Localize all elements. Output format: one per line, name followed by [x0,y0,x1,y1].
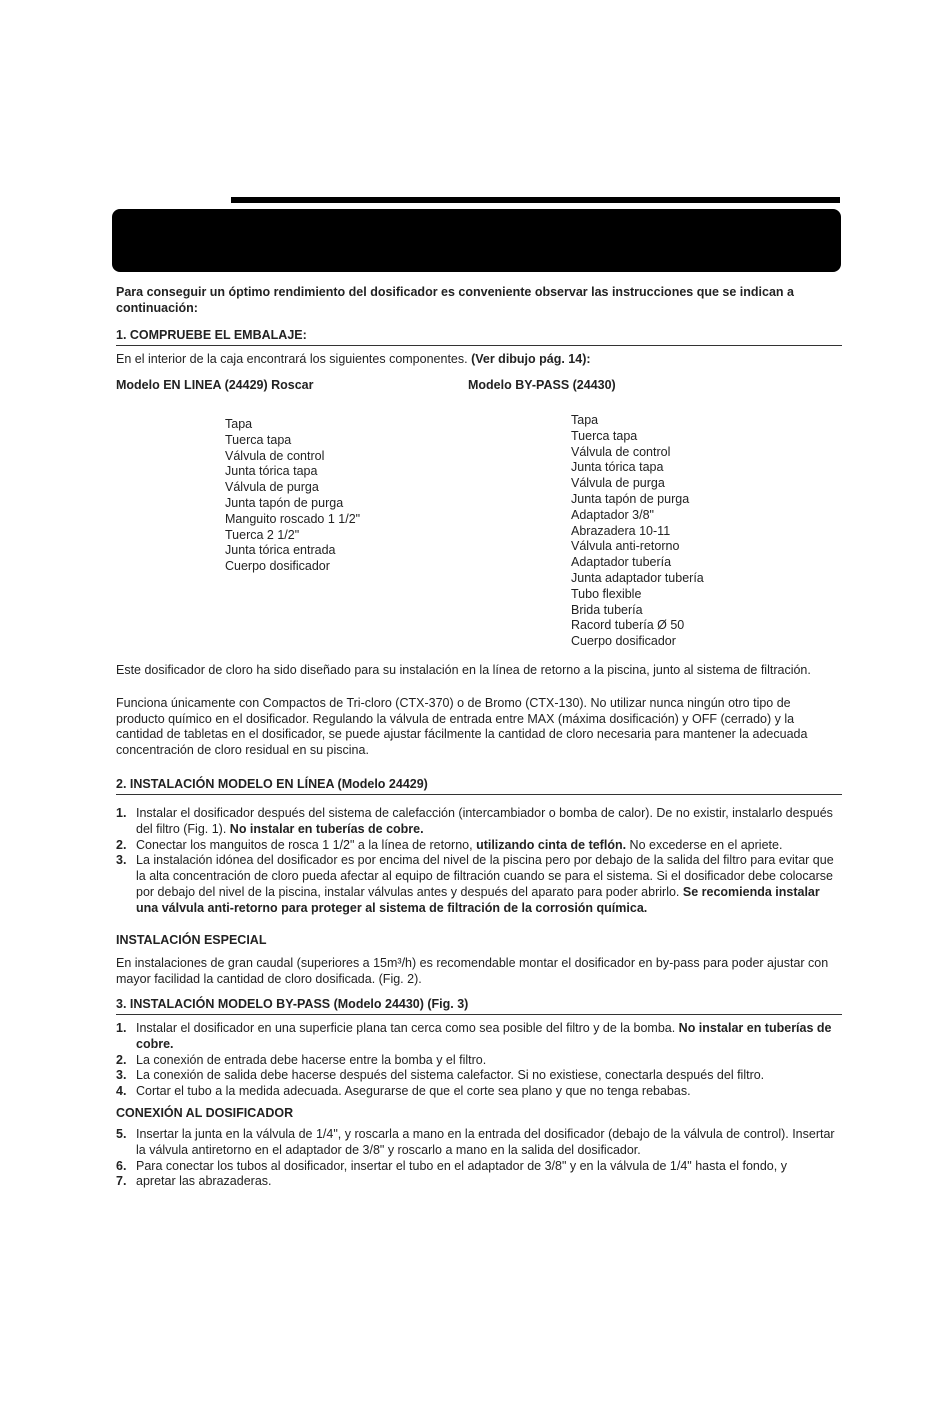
step-item [116,806,842,838]
part-item: Tuerca tapa [571,428,638,443]
step-text: La conexión de entrada debe hacerse entre la bomba y el filtro. [136,1052,487,1067]
section-1-text [116,352,842,368]
section-3-steps [116,1021,842,1100]
connection-title: CONEXIÓN AL DOSIFICADOR [116,1106,294,1120]
part-item: Junta adaptador tubería [571,570,704,585]
model-inline-title: Modelo EN LINEA (24429) Roscar [116,378,314,392]
intro-text: Para conseguir un óptimo rendimiento del dosificador es conveniente observar las instrucciones que se indican a continuación: [116,285,794,315]
part-item: Junta tórica entrada [225,543,336,558]
step-number: 3. [116,853,127,868]
part-item: Tubo flexible [571,586,642,601]
header-banner [112,209,841,272]
model-inline-parts [225,417,360,575]
part-item: Válvula anti-retorno [571,539,680,554]
section-3-title: 3. INSTALACIÓN MODELO BY-PASS (Modelo 24430) (Fig. 3) [116,997,842,1015]
step-text: Cortar el tubo a la medida adecuada. Asegurarse de que el corte sea plano y que no tenga rebabas. [136,1084,691,1099]
step-number: 3. [116,1068,127,1083]
step-text-bold: No instalar en tuberías de cobre. [226,821,424,836]
step-item [116,1127,842,1159]
step-text: Insertar la junta en la válvula de 1/4", y roscarla a mano en la entrada del dosificador (debajo de la válvula de control). Insertar la válvula antiretorno en el adaptador de 3/8" y roscarlo a mano en la salida del dosificador. [136,1127,835,1157]
section-1-text-normal: En el interior de la caja encontrará los siguientes componentes. [116,352,468,366]
part-item: Manguito roscado 1 1/2" [225,511,361,526]
step-text: Para conectar los tubos al dosificador, insertar el tubo en el adaptador de 3/8" y en la válvula de 1/4" hasta el fondo, y [136,1158,787,1173]
part-item: Brida tubería [571,602,643,617]
part-item: Válvula de control [571,444,671,459]
step-number: 7. [116,1174,127,1189]
part-item: Válvula de purga [571,476,665,491]
part-item: Tuerca tapa [225,432,292,447]
section-1-title: 1. COMPRUEBE EL EMBALAJE: [116,328,842,346]
step-number: 2. [116,837,127,852]
part-item: Tapa [571,413,599,427]
step-text: apretar las abrazaderas. [136,1174,272,1189]
connection-steps [116,1127,842,1190]
part-item: Abrazadera 10-11 [571,523,671,538]
part-item: Junta tórica tapa [225,464,318,479]
step-number: 6. [116,1158,127,1173]
step-item [116,1021,842,1053]
step-number: 5. [116,1127,127,1141]
part-item: Junta tórica tapa [571,460,664,475]
step-text: Conectar los manguitos de rosca 1 1/2" a la línea de retorno, [136,837,473,852]
special-text: En instalaciones de gran caudal (superiores a 15m³/h) es recomendable montar el dosificador en by-pass para poder ajustar con mayor facilidad la cantidad de cloro dosificada. (Fig. 2). [116,956,829,986]
step-text: Instalar el dosificador en una superficie plana tan cerca como sea posible del filtro y de la bomba. [136,1021,676,1035]
description-2: Funciona únicamente con Compactos de Tri-cloro (CTX-370) o de Bromo (CTX-130). No utilizar nunca ningún otro tipo de producto químico en el dosificador. Regulando la válvula de entrada entre MAX (máxima dosificación) y OFF (cerrado) y la cantidad de tabletas en el dosificador, se puede ajustar fácilmente la cantidad de cloro necesaria para mantener la adecuada concentración de cloro residual en su piscina. [116,696,808,758]
part-item: Racord tubería Ø 50 [571,618,685,633]
part-item: Junta tapón de purga [225,495,344,510]
step-text-bold: utilizando cinta de teflón. [472,837,627,852]
step-item [116,1159,842,1175]
step-text-tail: No excederse en el apriete. [626,837,783,852]
step-item [116,1068,842,1084]
step-text: La conexión de salida debe hacerse después del sistema calefactor. Si no existiese, conectarla después del filtro. [136,1068,765,1083]
step-text: Instalar el dosificador después del sistema de calefacción (intercambiador o bomba de calor). De no existir, instalarlo después del filtro (Fig. 1). [136,806,833,836]
part-item: Cuerpo dosificador [225,559,330,574]
part-item: Cuerpo dosificador [571,634,676,649]
step-text-bold: No instalar en tuberías de cobre. [136,1021,832,1051]
step-item [116,1084,842,1100]
section-2-steps [116,806,842,917]
step-item [116,1053,842,1069]
step-text-bold: Se recomienda instalar una válvula anti-retorno para proteger al sistema de filtración de la corrosión química. [136,884,820,915]
part-item: Tuerca 2 1/2" [225,527,300,542]
part-item: Tapa [225,417,253,431]
part-item: Adaptador tubería [571,555,672,570]
section-2-title: 2. INSTALACIÓN MODELO EN LÍNEA (Modelo 24429) [116,777,842,795]
model-bypass-title: Modelo BY-PASS (24430) [468,378,616,392]
step-number: 1. [116,806,127,820]
step-item [116,1174,842,1190]
description-1: Este dosificador de cloro ha sido diseñado para su instalación en la línea de retorno a la piscina, junto al sistema de filtración. [116,663,811,677]
part-item: Adaptador 3/8" [571,507,654,522]
header-rule [231,197,840,203]
step-number: 2. [116,1052,127,1067]
step-text: La instalación idónea del dosificador es por encima del nivel de la piscina pero por debajo de la salida del filtro para evitar que la alta concentración de cloro pueda afectar al equipo de filtración cuando se para el sistema. Si el dosificador debe colocarse por debajo del nivel de la piscina, instalar válvulas antes y después del aparato para poder abrirlo. [136,853,834,899]
step-number: 1. [116,1021,127,1035]
step-number: 4. [116,1084,127,1099]
model-bypass-parts [571,413,704,650]
part-item: Válvula de control [225,448,325,463]
part-item: Válvula de purga [225,480,319,495]
special-title: INSTALACIÓN ESPECIAL [116,933,267,947]
step-item [116,853,842,916]
section-1-text-bold: (Ver dibujo pág. 14): [471,352,591,366]
step-item [116,838,842,854]
part-item: Junta tapón de purga [571,491,690,506]
